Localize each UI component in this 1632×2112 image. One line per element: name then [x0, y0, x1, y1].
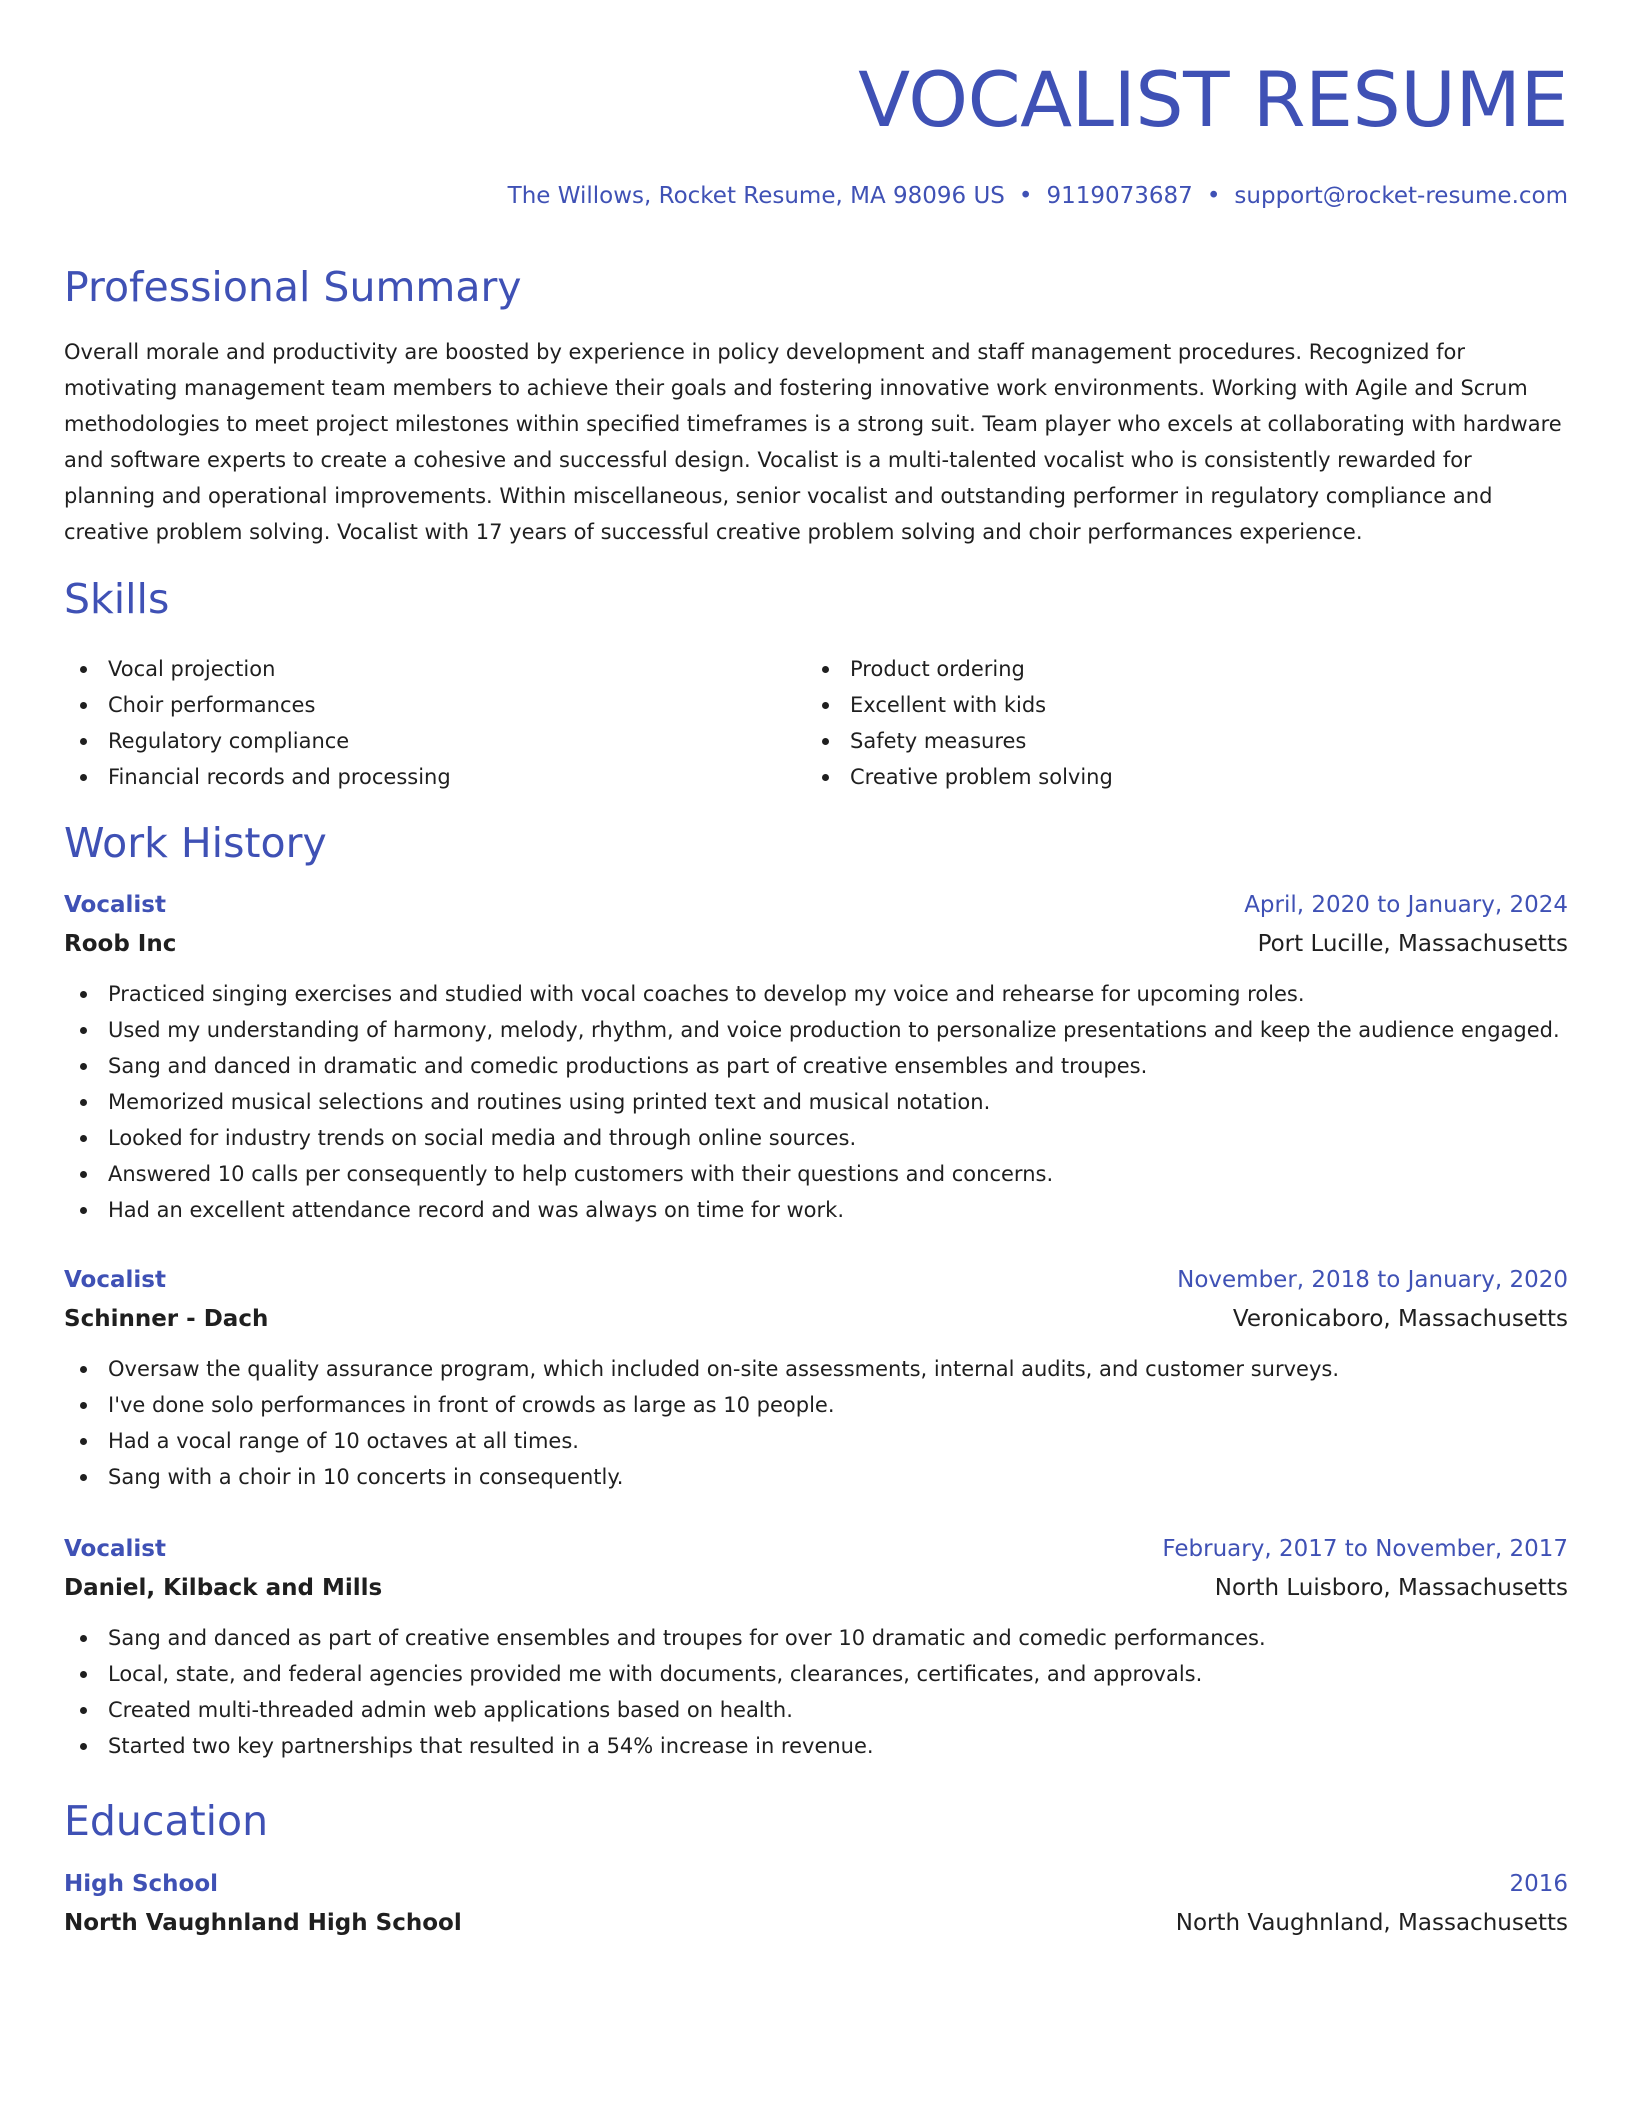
job-bullet: Used my understanding of harmony, melody, rhythm, and voice production to personalize presentations and keep the audience engaged.	[64, 1012, 1568, 1048]
job-bullets	[64, 1351, 1568, 1495]
job-bullets	[64, 1620, 1568, 1764]
job-bullet: Answered 10 calls per consequently to help customers with their questions and concerns.	[64, 1156, 1568, 1192]
job-title: Vocalist	[64, 1267, 166, 1293]
contact-line	[508, 178, 1568, 214]
job-location: Veronicaboro, Massachusetts	[1232, 1306, 1568, 1332]
job-company-row	[64, 1568, 1568, 1608]
summary-text: Overall morale and productivity are boosted by experience in policy development and staff management procedures. Recognized for motivating management team members to achieve their goals and fostering innovative work environments. Working with Agile and Scrum methodologies to meet project milestones within specified timeframes is a strong suit. Team player who excels at collaborating with hardware and software experts to create a cohesive and successful design. Vocalist is a multi-talented vocalist who is consistently rewarded for planning and operational improvements. Within miscellaneous, senior vocalist and outstanding performer in regulatory compliance and creative problem solving. Vocalist with 17 years of successful creative problem solving and choir performances experience.	[64, 340, 1562, 544]
skill-item: Vocal projection	[64, 651, 806, 687]
job-title: Vocalist	[64, 1536, 166, 1562]
job-company: Roob Inc	[64, 931, 177, 957]
work-history-heading: Work History	[64, 819, 327, 867]
skill-item: Creative problem solving	[806, 759, 1548, 795]
skill-item: Regulatory compliance	[64, 723, 806, 759]
job-bullet: Sang and danced as part of creative ensembles and troupes for over 10 dramatic and comedic performances.	[64, 1620, 1568, 1656]
education-school-row	[64, 1903, 1568, 1943]
job-location: North Luisboro, Massachusetts	[1214, 1575, 1568, 1601]
skill-item: Safety measures	[806, 723, 1548, 759]
job-bullet: Created multi-threaded admin web applications based on health.	[64, 1692, 1568, 1728]
job-company-row	[64, 1299, 1568, 1339]
resume-title: VOCALIST RESUME	[858, 55, 1568, 144]
skill-item: Financial records and processing	[64, 759, 806, 795]
job-bullets	[64, 976, 1568, 1228]
job-header-row	[64, 1261, 1568, 1299]
job-dates: April, 2020 to January, 2024	[1244, 892, 1568, 918]
contact-phone: 9119073687	[1046, 183, 1193, 209]
job-title: Vocalist	[64, 892, 166, 918]
education-header-row	[64, 1865, 1568, 1903]
job-bullet: Looked for industry trends on social media and through online sources.	[64, 1120, 1568, 1156]
job-header-row	[64, 886, 1568, 924]
summary-heading: Professional Summary	[64, 263, 522, 311]
skills-column-right	[806, 651, 1548, 795]
job-company: Daniel, Kilback and Mills	[64, 1575, 383, 1601]
education-entry	[64, 1865, 1568, 1943]
job-company: Schinner - Dach	[64, 1306, 269, 1332]
skills-list	[64, 651, 1568, 795]
education-degree: High School	[64, 1871, 219, 1897]
job-entry	[64, 886, 1568, 1228]
job-location: Port Lucille, Massachusetts	[1257, 931, 1568, 957]
education-location: North Vaughnland, Massachusetts	[1175, 1910, 1568, 1936]
skill-item: Excellent with kids	[806, 687, 1548, 723]
contact-separator: •	[1018, 183, 1033, 209]
job-dates: November, 2018 to January, 2020	[1177, 1267, 1568, 1293]
job-bullet: Local, state, and federal agencies provided me with documents, clearances, certificates, and approvals.	[64, 1656, 1568, 1692]
education-heading: Education	[64, 1797, 269, 1845]
job-bullet: Practiced singing exercises and studied with vocal coaches to develop my voice and rehearse for upcoming roles.	[64, 976, 1568, 1012]
contact-address: The Willows, Rocket Resume, MA 98096 US	[507, 183, 1005, 209]
education-school: North Vaughnland High School	[64, 1910, 462, 1936]
job-bullet: Sang with a choir in 10 concerts in consequently.	[64, 1459, 1568, 1495]
job-entry	[64, 1261, 1568, 1495]
job-bullet: Memorized musical selections and routines using printed text and musical notation.	[64, 1084, 1568, 1120]
skills-column-left	[64, 651, 806, 795]
skills-heading: Skills	[64, 575, 170, 623]
contact-email: support@rocket-resume.com	[1234, 183, 1568, 209]
job-bullet: Had a vocal range of 10 octaves at all times.	[64, 1423, 1568, 1459]
job-dates: February, 2017 to November, 2017	[1162, 1536, 1568, 1562]
skill-item: Choir performances	[64, 687, 806, 723]
job-company-row	[64, 924, 1568, 964]
skill-item: Product ordering	[806, 651, 1548, 687]
job-bullet: Started two key partnerships that resulted in a 54% increase in revenue.	[64, 1728, 1568, 1764]
job-entry	[64, 1530, 1568, 1764]
job-bullet: Had an excellent attendance record and was always on time for work.	[64, 1192, 1568, 1228]
job-header-row	[64, 1530, 1568, 1568]
job-bullet: Oversaw the quality assurance program, which included on-site assessments, internal audits, and customer surveys.	[64, 1351, 1568, 1387]
job-bullet: Sang and danced in dramatic and comedic productions as part of creative ensembles and troupes.	[64, 1048, 1568, 1084]
education-year: 2016	[1509, 1871, 1568, 1897]
contact-separator: •	[1206, 183, 1221, 209]
job-bullet: I've done solo performances in front of crowds as large as 10 people.	[64, 1387, 1568, 1423]
